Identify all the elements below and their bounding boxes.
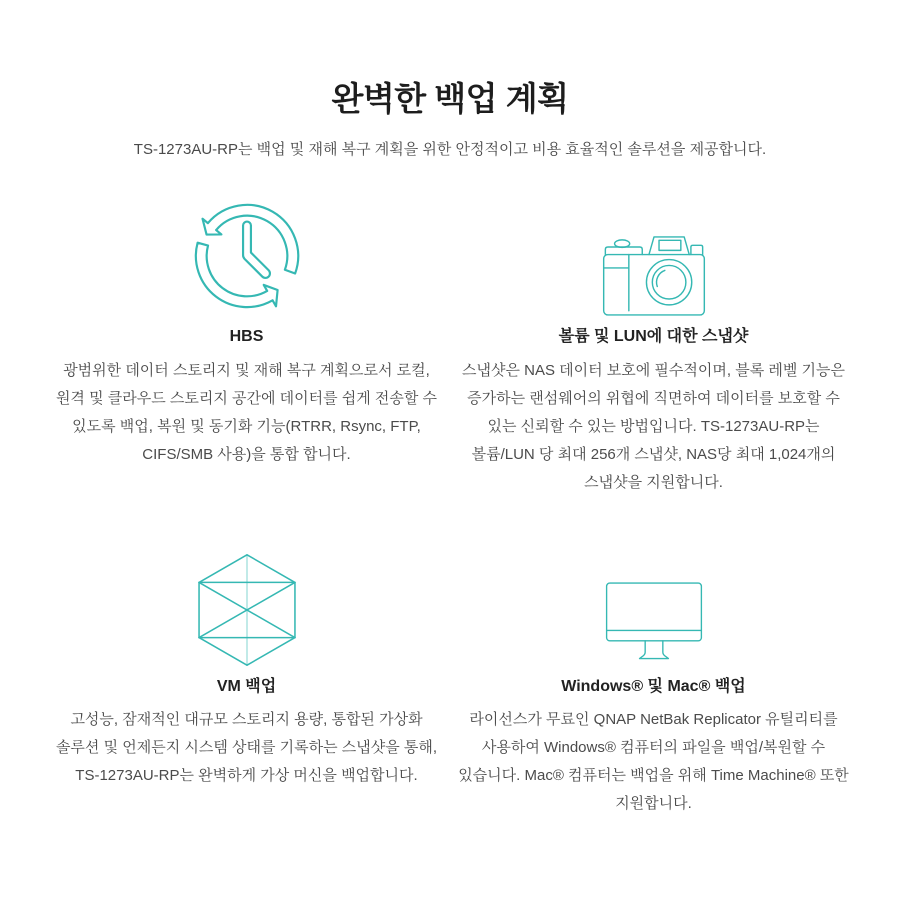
features-grid (0, 191, 900, 817)
backup-sync-clock-svg (185, 195, 309, 317)
feature-hbs (50, 191, 443, 496)
backup-sync-clock-icon (50, 191, 443, 317)
feature-title: Windows® 및 Mac® 백업 (561, 677, 746, 695)
page-subtitle: TS-1273AU-RP는 백업 및 재해 복구 계획을 위한 안정적이고 비용 효율적인 솔루션을 제공합니다. (133, 140, 767, 158)
page-header (0, 80, 900, 159)
snapshot-camera-icon (457, 191, 850, 317)
feature-snapshots (457, 191, 850, 496)
desktop-monitor-svg (605, 581, 703, 667)
desktop-monitor-icon (457, 541, 850, 667)
feature-title: VM 백업 (216, 677, 277, 695)
feature-description: 고성능, 잠재적인 대규모 스토리지 용량, 통합된 가상화 솔루션 및 언제든지 시스템 상태를 기록하는 스냅샷을 통해, TS-1273AU-RP는 완벽하게 가상 머신을 백업합니다. (55, 710, 438, 784)
feature-description: 라이선스가 무료인 QNAP NetBak Replicator 유틸리티를 사용하여 Windows® 컴퓨터의 파일을 백업/복원할 수 있습니다. Mac® 컴퓨터는 백업을 위해 Time Machine® 또한 지원합니다. (458, 710, 849, 812)
page-title: 완벽한 백업 계획 (331, 80, 569, 117)
feature-description: 스냅샷은 NAS 데이터 보호에 필수적이며, 블록 레벨 기능은 증가하는 랜섬웨어의 위협에 직면하여 데이터를 보호할 수 있는 신뢰할 수 있는 방법입니다. TS-1273AU-RP는 볼륨/LUN 당 최대 256개 스냅샷, NAS당 최대 1,024개의 스냅샷을 지원합니다. (462, 361, 845, 491)
feature-windows-mac-backup (457, 541, 850, 818)
vm-wireframe-cube-svg (197, 553, 297, 667)
feature-vm-backup (50, 541, 443, 818)
snapshot-camera-svg (602, 229, 706, 317)
feature-title: HBS (229, 328, 264, 346)
vm-wireframe-cube-icon (50, 541, 443, 667)
feature-title: 볼륨 및 LUN에 대한 스냅샷 (558, 328, 749, 346)
feature-description: 광범위한 데이터 스토리지 및 재해 복구 계획으로서 로컬, 원격 및 클라우드 스토리지 공간에 데이터를 쉽게 전송할 수 있도록 백업, 복원 및 동기화 기능(RTRR, Rsync, FTP, CIFS/SMB 사용)을 통합 합니다. (55, 361, 438, 463)
